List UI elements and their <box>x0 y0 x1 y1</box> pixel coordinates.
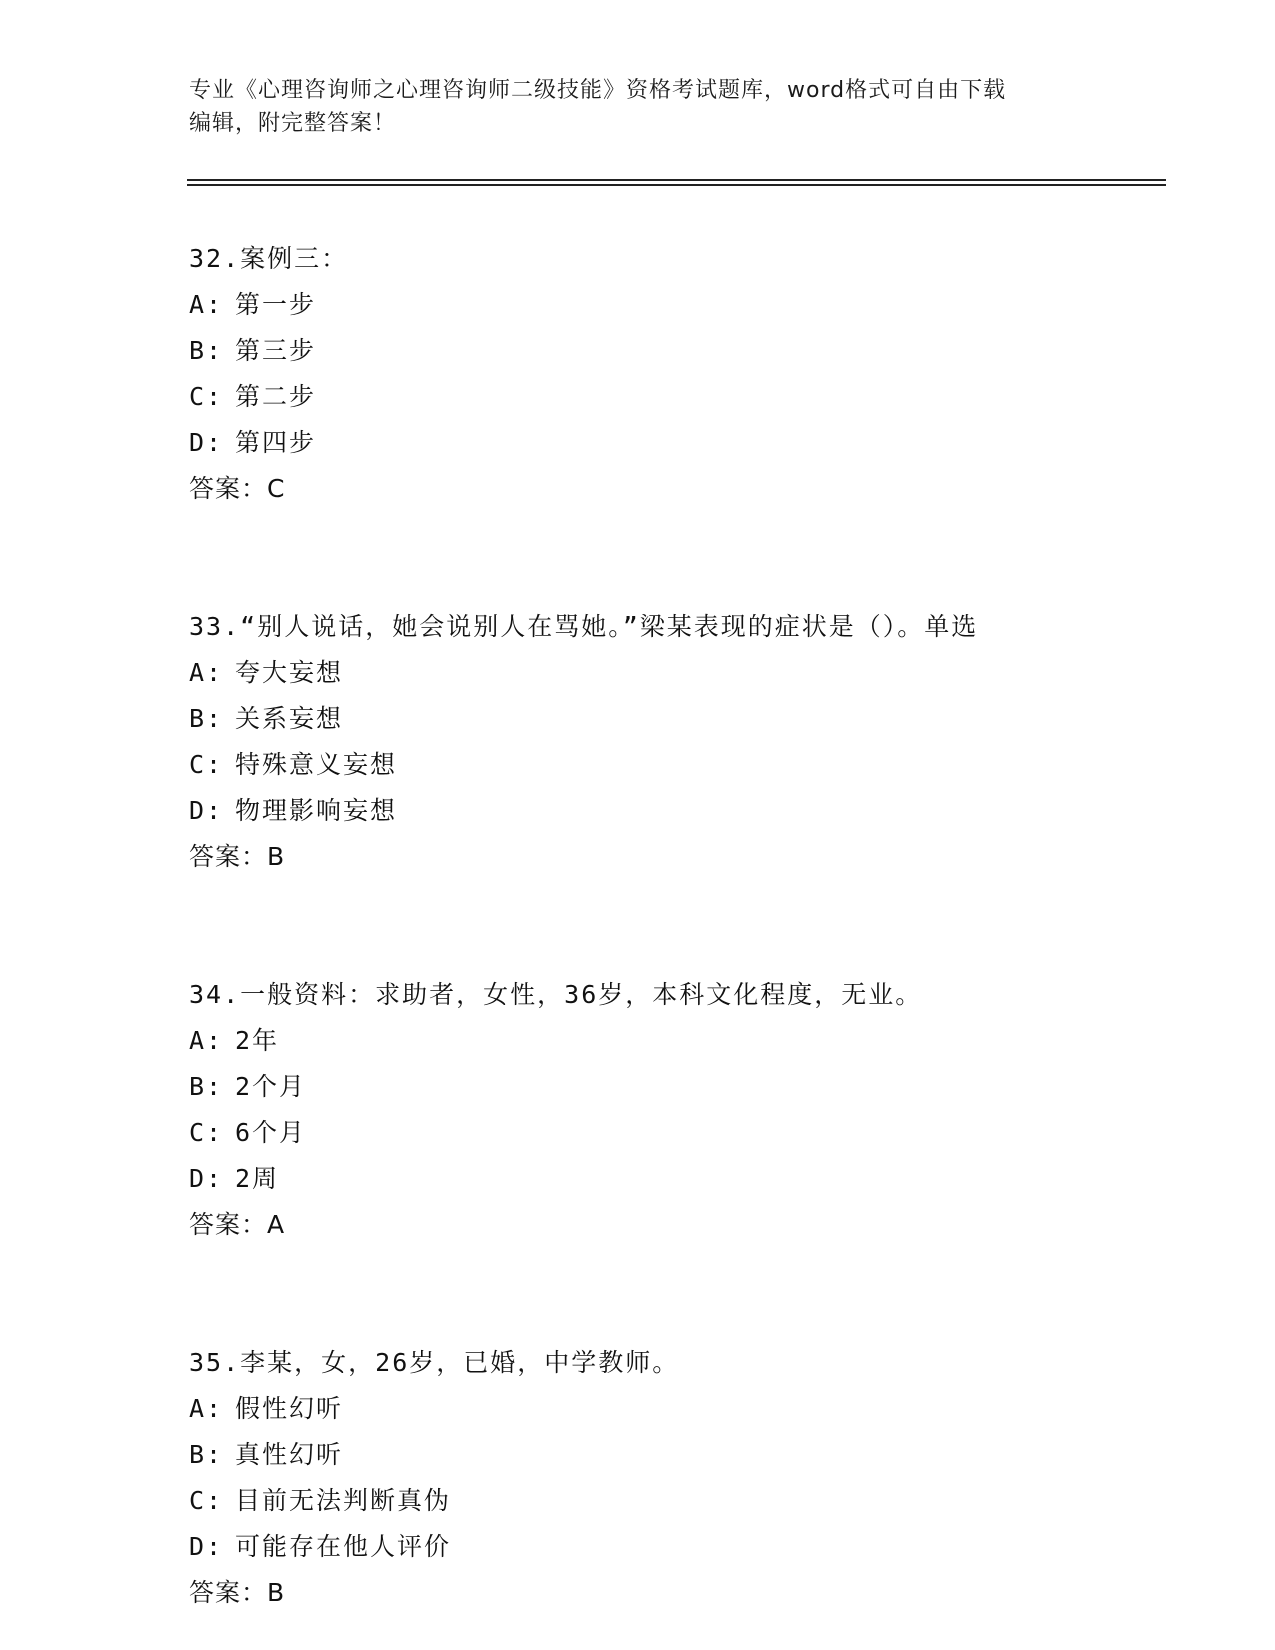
option-text: 第四步 <box>235 428 317 457</box>
option-d <box>189 788 1189 834</box>
option-key: A: <box>189 1026 224 1055</box>
option-c <box>189 374 1189 420</box>
option-b <box>189 1064 1189 1110</box>
option-a <box>189 1018 1189 1064</box>
question-gap <box>189 512 1189 604</box>
option-key: B: <box>189 336 224 365</box>
option-key: A: <box>189 290 224 319</box>
option-key: C: <box>189 1118 224 1147</box>
option-text: 第三步 <box>235 336 317 365</box>
question-list <box>189 236 1189 1616</box>
question-33 <box>189 604 1189 880</box>
option-d <box>189 1524 1189 1570</box>
option-key: B: <box>189 1072 224 1101</box>
answer: 答案：A <box>189 1210 286 1239</box>
option-key: B: <box>189 1440 224 1469</box>
option-b <box>189 328 1189 374</box>
question-35 <box>189 1340 1189 1616</box>
question-34 <box>189 972 1189 1248</box>
option-key: D: <box>189 1532 224 1561</box>
answer: 答案：B <box>189 1578 286 1607</box>
option-text: 2个月 <box>235 1072 307 1101</box>
option-text: 假性幻听 <box>235 1394 344 1423</box>
option-c <box>189 742 1189 788</box>
option-text: 目前无法判断真伪 <box>235 1486 452 1515</box>
header-line-1: 专业《心理咨询师之心理咨询师二级技能》资格考试题库，word格式可自由下载 <box>189 78 1007 103</box>
option-key: A: <box>189 658 224 687</box>
question-stem: 34.一般资料：求助者，女性，36岁，本科文化程度，无业。 <box>189 980 923 1009</box>
question-stem: 32.案例三： <box>189 244 349 273</box>
question-stem: 35.李某，女，26岁，已婚，中学教师。 <box>189 1348 680 1377</box>
option-key: D: <box>189 796 224 825</box>
option-text: 2年 <box>235 1026 280 1055</box>
option-key: D: <box>189 1164 224 1193</box>
question-stem: 33.“别人说话，她会说别人在骂她。”梁某表现的症状是（）。单选 <box>189 612 979 641</box>
header-divider-bottom <box>187 184 1166 186</box>
option-text: 可能存在他人评价 <box>235 1532 452 1561</box>
question-32 <box>189 236 1189 512</box>
option-key: A: <box>189 1394 224 1423</box>
option-text: 特殊意义妄想 <box>235 750 398 779</box>
option-text: 第一步 <box>235 290 317 319</box>
option-key: C: <box>189 382 224 411</box>
option-key: C: <box>189 1486 224 1515</box>
option-text: 物理影响妄想 <box>235 796 398 825</box>
option-b <box>189 1432 1189 1478</box>
option-b <box>189 696 1189 742</box>
option-text: 关系妄想 <box>235 704 344 733</box>
option-a <box>189 1386 1189 1432</box>
answer: 答案：B <box>189 842 286 871</box>
document-header <box>189 74 1089 140</box>
option-key: B: <box>189 704 224 733</box>
option-c <box>189 1110 1189 1156</box>
header-line-2: 编辑，附完整答案！ <box>189 111 397 136</box>
answer: 答案：C <box>189 474 286 503</box>
option-key: D: <box>189 428 224 457</box>
option-d <box>189 420 1189 466</box>
option-text: 第二步 <box>235 382 317 411</box>
option-text: 2周 <box>235 1164 280 1193</box>
option-text: 6个月 <box>235 1118 307 1147</box>
option-a <box>189 650 1189 696</box>
question-gap <box>189 880 1189 972</box>
header-divider-top <box>187 179 1166 181</box>
option-a <box>189 282 1189 328</box>
option-text: 夸大妄想 <box>235 658 344 687</box>
option-text: 真性幻听 <box>235 1440 344 1469</box>
question-gap <box>189 1248 1189 1340</box>
option-key: C: <box>189 750 224 779</box>
option-d <box>189 1156 1189 1202</box>
option-c <box>189 1478 1189 1524</box>
